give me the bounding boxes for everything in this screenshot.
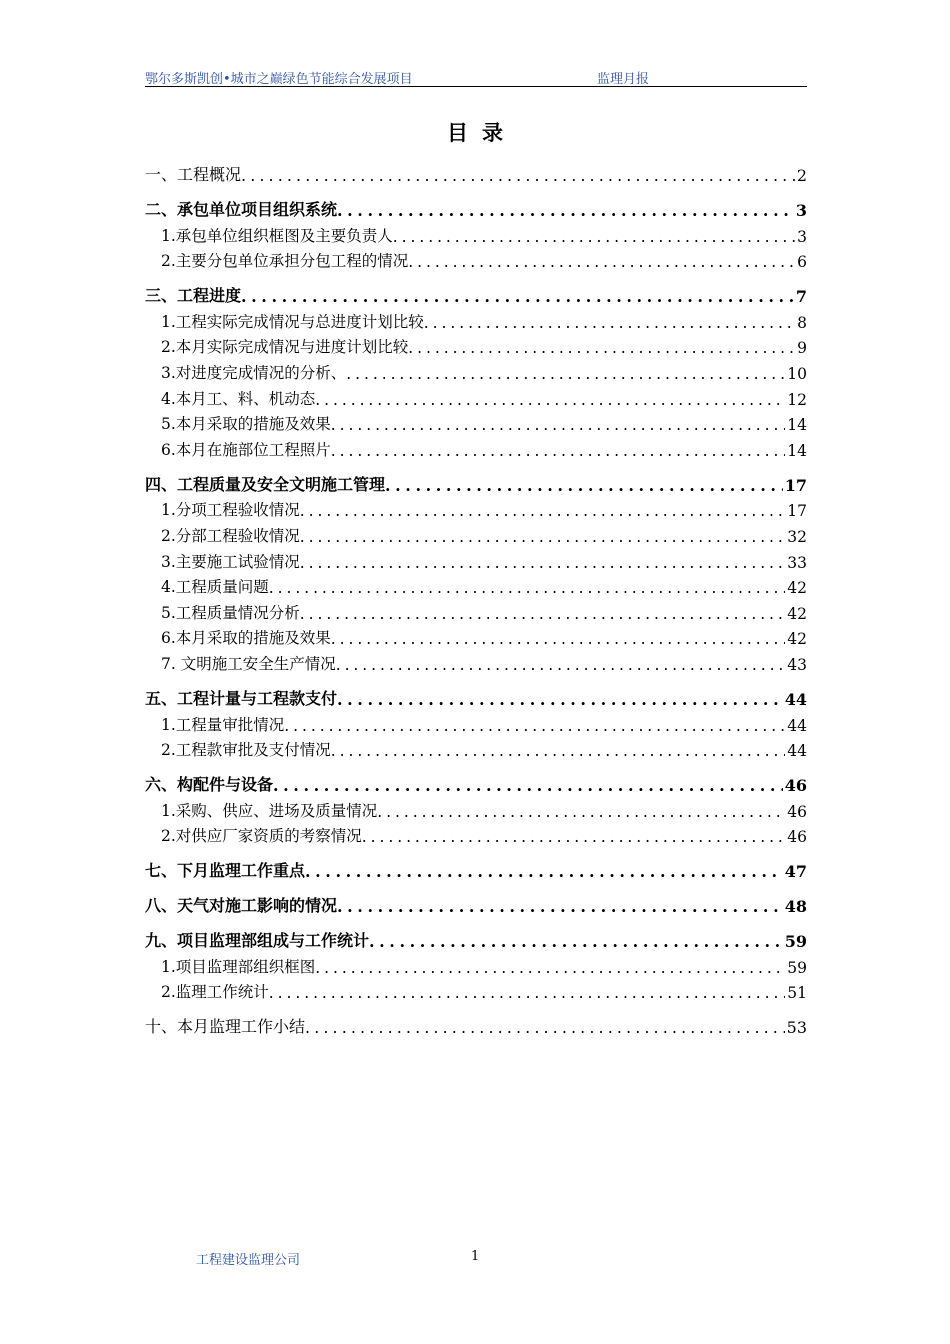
toc-entry-label: 二、承包单位项目组织系统: [145, 200, 338, 219]
toc-subsection-entry[interactable]: [145, 520, 807, 546]
toc-entry-label: 1.工程实际完成情况与总进度计划比较: [161, 312, 424, 331]
toc-entry-label: 2.工程款审批及支付情况: [161, 741, 331, 760]
toc-entry-page: 46: [784, 776, 807, 796]
toc-entry-page: 42: [787, 604, 807, 623]
toc-subsection-entry[interactable]: [145, 623, 807, 649]
toc-entry-page: 46: [787, 828, 807, 847]
toc-leader-dots: [300, 528, 785, 546]
toc-leader-dots: [408, 339, 795, 357]
toc-entry-page: 59: [784, 932, 807, 952]
toc-leader-dots: [241, 287, 794, 306]
footer-page-number: 1: [471, 1249, 480, 1264]
toc-entry-label: 6.本月采取的措施及效果: [161, 629, 331, 648]
toc-section-entry[interactable]: [145, 683, 807, 709]
toc-leader-dots: [269, 984, 785, 1002]
toc-subsection-entry[interactable]: [145, 709, 807, 735]
toc-section-entry[interactable]: [145, 890, 807, 916]
toc-entry-page: 44: [787, 742, 807, 761]
toc-leader-dots: [305, 1018, 785, 1037]
toc-leader-dots: [424, 314, 795, 332]
toc-leader-dots: [408, 253, 795, 271]
toc-subsection-entry[interactable]: [145, 795, 807, 821]
toc-entry-page: 48: [784, 897, 807, 917]
toc-entry-page: 44: [787, 716, 807, 735]
toc-entry-page: 10: [787, 364, 807, 383]
toc-leader-dots: [385, 476, 783, 495]
toc-entry-page: 43: [787, 655, 807, 674]
toc-subsection-entry[interactable]: [145, 357, 807, 383]
toc-leader-dots: [336, 656, 786, 674]
toc-entry-page: 42: [787, 579, 807, 598]
footer-company: 工程建设监理公司: [196, 1253, 301, 1268]
toc-entry-page: 12: [787, 390, 807, 409]
toc-entry-label: 2.主要分包单位承担分包工程的情况: [161, 252, 409, 271]
toc-entry-page: 59: [787, 958, 807, 977]
toc-leader-dots: [300, 502, 785, 520]
toc-entry-page: 2: [796, 166, 807, 185]
page-header: [145, 66, 807, 87]
toc-entry-label: 1.分项工程验收情况: [161, 501, 300, 520]
toc-entry-label: 十、本月监理工作小结: [145, 1017, 306, 1037]
toc-entry-label: 五、工程计量与工程款支付: [145, 688, 338, 708]
toc-leader-dots: [305, 862, 783, 881]
toc-subsection-entry[interactable]: [145, 409, 807, 435]
toc-section-entry[interactable]: [145, 855, 807, 881]
toc-entry-label: 1.项目监理部组织框图: [161, 957, 316, 976]
toc-entry-label: 4.工程质量问题: [161, 578, 269, 597]
toc-subsection-entry[interactable]: [145, 572, 807, 598]
toc-section-entry[interactable]: [145, 280, 807, 306]
toc-section-entry[interactable]: [145, 925, 807, 951]
toc-leader-dots: [337, 690, 783, 709]
toc-subsection-entry[interactable]: [145, 821, 807, 847]
toc-leader-dots: [269, 579, 785, 597]
toc-entry-page: 3: [797, 227, 807, 246]
toc-section-entry[interactable]: [145, 769, 807, 795]
toc-entry-page: 47: [784, 862, 807, 882]
toc-subsection-entry[interactable]: [145, 735, 807, 761]
toc-leader-dots: [241, 166, 795, 185]
toc-subsection-entry[interactable]: [145, 434, 807, 460]
header-project-name: 鄂尔多斯凯创•城市之巅绿色节能综合发展项目: [145, 72, 413, 87]
toc-entry-label: 6.本月在施部位工程照片: [161, 440, 331, 459]
toc-entry-label: 六、构配件与设备: [145, 775, 274, 795]
toc-leader-dots: [331, 742, 785, 760]
toc-leader-dots: [315, 391, 785, 409]
toc-entry-page: 14: [787, 441, 807, 460]
toc-entry-label: 5.工程质量情况分析: [161, 603, 300, 622]
toc-entry-label: 4.本月工、料、机动态: [161, 389, 316, 408]
toc-section-entry[interactable]: [145, 194, 807, 220]
header-report-type: 监理月报: [597, 72, 650, 87]
toc-entry-label: 八、天气对施工影响的情况: [145, 896, 338, 916]
toc-subsection-entry[interactable]: [145, 951, 807, 977]
table-of-contents: [145, 150, 807, 1037]
toc-entry-label: 1.工程量审批情况: [161, 715, 285, 734]
toc-entry-page: 17: [784, 475, 807, 495]
toc-entry-label: 5.本月采取的措施及效果: [161, 415, 331, 434]
toc-entry-label: 四、工程质量及安全文明施工管理: [145, 474, 386, 494]
toc-entry-page: 44: [784, 689, 807, 709]
toc-subsection-entry[interactable]: [145, 332, 807, 358]
toc-section-entry[interactable]: [145, 469, 807, 495]
toc-leader-dots: [331, 630, 785, 648]
toc-leader-dots: [273, 776, 783, 795]
toc-entry-page: 42: [787, 630, 807, 649]
toc-subsection-entry[interactable]: [145, 246, 807, 272]
toc-entry-page: 46: [787, 802, 807, 821]
toc-leader-dots: [377, 803, 785, 821]
toc-section-entry[interactable]: [145, 1011, 807, 1037]
toc-leader-dots: [300, 605, 785, 623]
toc-entry-label: 一、工程概况: [145, 165, 242, 184]
toc-leader-dots: [337, 897, 783, 916]
toc-subsection-entry[interactable]: [145, 597, 807, 623]
toc-subsection-entry[interactable]: [145, 306, 807, 332]
toc-entry-label: 7. 文明施工安全生产情况: [161, 654, 336, 673]
toc-leader-dots: [284, 717, 785, 735]
toc-subsection-entry[interactable]: [145, 977, 807, 1003]
toc-subsection-entry[interactable]: [145, 648, 807, 674]
toc-title: 目录: [447, 120, 517, 145]
toc-entry-page: 33: [787, 553, 807, 572]
toc-subsection-entry[interactable]: [145, 546, 807, 572]
toc-entry-page: 3: [795, 201, 807, 220]
toc-entry-label: 1.承包单位组织框图及主要负责人: [161, 226, 393, 245]
toc-leader-dots: [300, 554, 785, 572]
toc-entry-page: 17: [787, 502, 807, 521]
toc-entry-page: 14: [787, 416, 807, 435]
toc-entry-page: 6: [797, 253, 807, 272]
toc-leader-dots: [331, 416, 785, 434]
toc-entry-page: 32: [787, 527, 807, 546]
toc-entry-label: 七、下月监理工作重点: [145, 861, 306, 881]
toc-entry-page: 51: [787, 984, 807, 1003]
toc-subsection-entry[interactable]: [145, 495, 807, 521]
toc-leader-dots: [315, 959, 785, 977]
toc-entry-label: 九、项目监理部组成与工作统计: [145, 931, 370, 951]
toc-entry-page: 9: [797, 339, 807, 358]
toc-entry-page: 8: [797, 313, 807, 332]
toc-entry-label: 三、工程进度: [145, 286, 242, 306]
toc-subsection-entry[interactable]: [145, 220, 807, 246]
toc-entry-label: 3.对进度完成情况的分析、: [161, 363, 347, 382]
toc-leader-dots: [369, 932, 783, 951]
toc-leader-dots: [337, 201, 794, 220]
toc-leader-dots: [362, 828, 785, 846]
toc-section-entry[interactable]: [145, 159, 807, 185]
toc-entry-page: 53: [786, 1018, 807, 1038]
toc-leader-dots: [393, 228, 795, 246]
toc-entry-label: 1.采购、供应、进场及质量情况: [161, 801, 378, 820]
toc-subsection-entry[interactable]: [145, 383, 807, 409]
toc-entry-page: 7: [795, 287, 807, 307]
toc-leader-dots: [346, 365, 785, 383]
toc-leader-dots: [331, 442, 785, 460]
toc-entry-label: 3.主要施工试验情况: [161, 552, 300, 571]
toc-entry-label: 2.监理工作统计: [161, 983, 269, 1002]
toc-entry-label: 2.对供应厂家资质的考察情况: [161, 827, 362, 846]
toc-entry-label: 2.分部工程验收情况: [161, 526, 300, 545]
toc-entry-label: 2.本月实际完成情况与进度计划比较: [161, 338, 409, 357]
